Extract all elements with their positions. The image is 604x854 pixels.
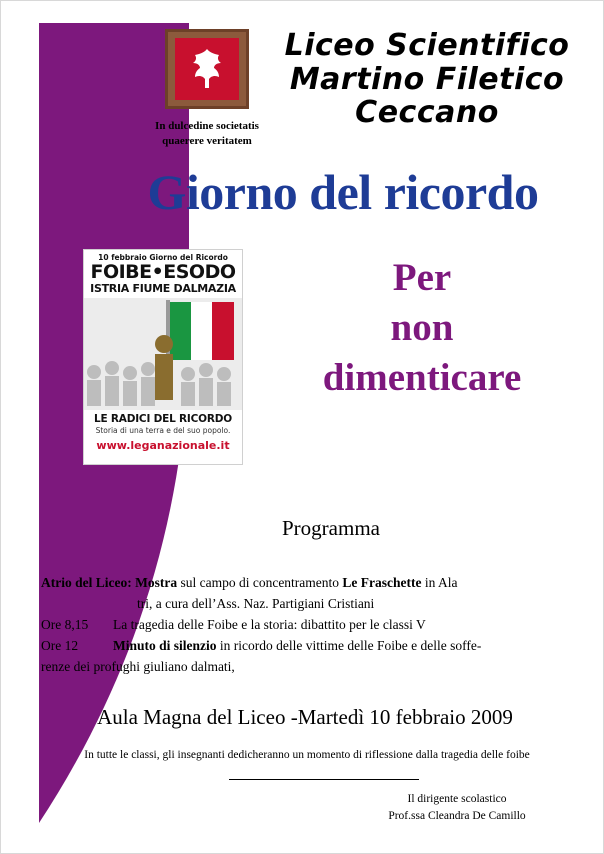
slogan-line3: dimenticare — [322, 355, 522, 399]
program-item-debate — [41, 615, 569, 636]
program-item-3-text: in ricordo delle vittime delle Foibe e delle soffe- — [216, 637, 482, 653]
foibe-esodo-logo — [83, 249, 243, 465]
signature-role: Il dirigente scolastico — [407, 793, 507, 805]
crest-motto-line2: quaerere veritatem — [162, 134, 252, 147]
classes-note: In tutte le classi, gli insegnanti dedicheranno un momento di riflessione dalla tragedia delle foibe — [84, 749, 530, 761]
logo-caption-title: LE RADICI DEL RICORDO — [93, 413, 232, 425]
signature-divider — [229, 779, 419, 780]
slogan-line1: Per — [392, 256, 452, 299]
flag-and-crowd-icon — [84, 298, 242, 410]
program-item-1-mostra: Mostra — [131, 575, 178, 590]
eagle-crest-icon — [187, 46, 227, 92]
logo-subtitle: ISTRIA FIUME DALMAZIA — [90, 282, 236, 295]
program-item-1-text: sul campo di concentramento — [177, 575, 343, 590]
program-item-1-label: Atrio del Liceo: — [41, 575, 132, 590]
logo-date-line: 10 febbraio Giorno del Ricordo — [98, 253, 228, 262]
school-name-line3: Ceccano — [355, 95, 499, 131]
signature-name: Prof.ssa Cleandra De Camillo — [388, 809, 526, 822]
program-item-2-text: La tragedia delle Foibe e la storia: dibattito per le classi V — [113, 616, 426, 632]
logo-illustration — [84, 298, 242, 410]
program-item-3-time: Ore 12 — [41, 637, 79, 653]
school-crest — [165, 29, 249, 109]
school-name-line2: Martino Filetico — [289, 61, 565, 97]
slogan-line2: non — [390, 305, 454, 349]
program-item-3-bold: Minuto di silenzio — [113, 637, 217, 653]
program-item-1-venue: Le Fraschette — [342, 575, 422, 590]
school-name-line1: Liceo Scientifico — [284, 28, 570, 63]
program-item-3-continuation: renze dei profughi giuliano dalmati, — [41, 658, 235, 674]
logo-caption-sub: Storia di una terra e del suo popolo. — [95, 426, 231, 435]
slogan — [257, 253, 587, 403]
program-list — [41, 573, 569, 678]
school-name — [259, 29, 595, 130]
program-heading: Programma — [282, 516, 380, 540]
program-item-1-continuation: tri, a cura dell’Ass. Naz. Partigiani Cristiani — [137, 595, 375, 611]
logo-name: FOIBE•ESODO — [90, 261, 236, 283]
program-item-1-tail: in Ala — [421, 575, 458, 590]
program-item-2-time: Ore 8,15 — [41, 616, 89, 632]
crest-shield — [175, 38, 239, 100]
venue-line: Aula Magna del Liceo -Martedì 10 febbraio 2009 — [97, 705, 513, 729]
program-item-exhibition — [41, 573, 569, 594]
page-title: Giorno del ricordo — [147, 164, 539, 220]
crest-motto-line1: In dulcedine societatis — [155, 120, 259, 132]
logo-url[interactable]: www.leganazionale.it — [96, 439, 230, 452]
signature-block — [341, 791, 573, 824]
program-item-silence — [41, 636, 569, 657]
